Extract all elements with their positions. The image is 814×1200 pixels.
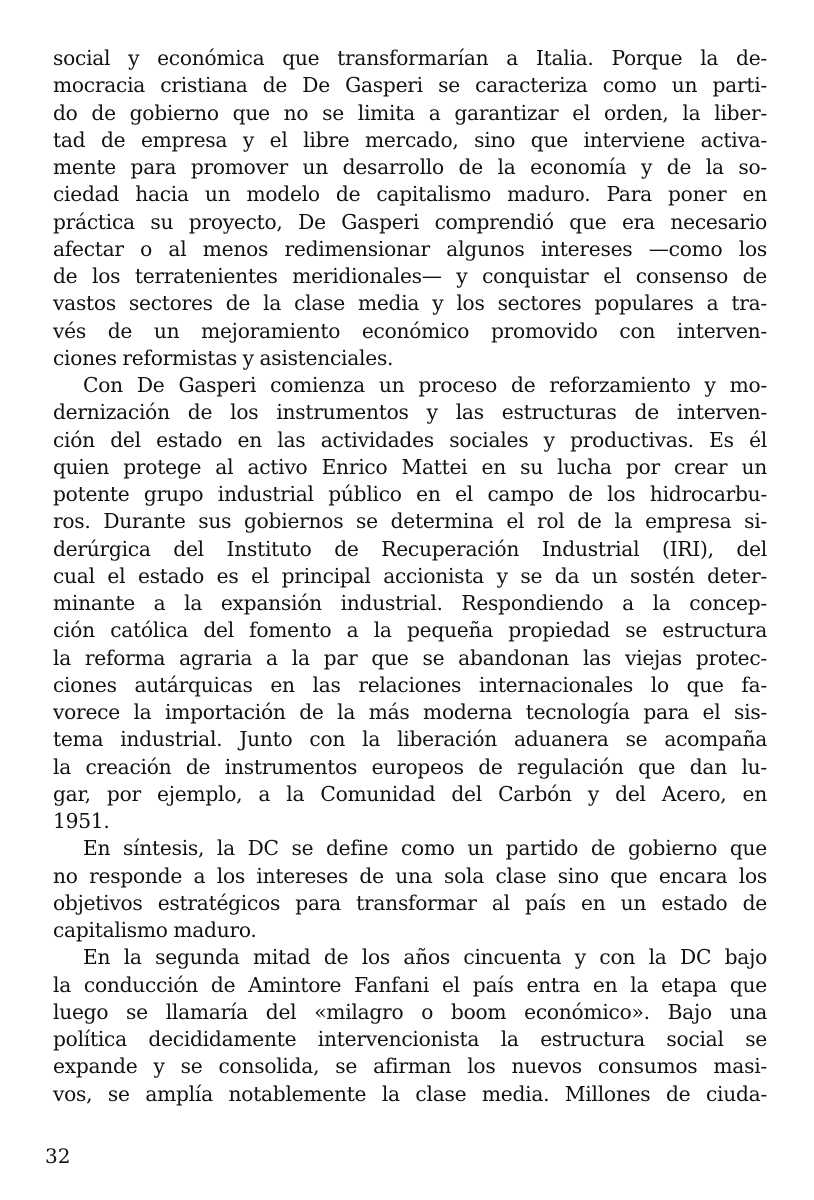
text-line: gar, por ejemplo, a la Comunidad del Carbón y del Acero, en [53, 781, 767, 806]
text-line: vastos sectores de la clase media y los sectores populares a tra- [53, 291, 767, 316]
text-line: afectar o al menos redimensionar algunos intereses —como los [53, 236, 767, 261]
text-line: la creación de instrumentos europeos de regulación que dan lu- [53, 754, 767, 779]
page-body [53, 45, 767, 1108]
paragraph-first-line: En síntesis, la DC se define como un partido de gobierno que [83, 836, 767, 861]
text-line: vorece la importación de la más moderna tecnología para el sis- [53, 700, 767, 724]
text-line: ción católica del fomento a la pequeña propiedad se estructura [53, 618, 767, 643]
text-line: ciones autárquicas en las relaciones internacionales lo que fa- [53, 672, 767, 697]
text-line: objetivos estratégicos para transformar al país en un estado de [53, 890, 767, 915]
text-line: la reforma agraria a la par que se abandonan las viejas protec- [53, 645, 767, 670]
paragraph-last-line: ciones reformistas y asistenciales. [53, 345, 394, 370]
text-line: mente para promover un desarrollo de la economía y de la so- [53, 155, 767, 179]
text-line: minante a la expansión industrial. Respondiendo a la concep- [53, 591, 767, 615]
text-line: ciedad hacia un modelo de capitalismo maduro. Para poner en [53, 182, 767, 207]
text-line: derúrgica del Instituto de Recuperación Industrial (IRI), del [53, 536, 767, 561]
text-line: do de gobierno que no se limita a garantizar el orden, la liber- [53, 100, 767, 125]
text-line: expande y se consolida, se afirman los nuevos consumos masi- [53, 1054, 767, 1079]
text-line: dernización de los instrumentos y las estructuras de interven- [53, 400, 767, 425]
text-line: política decididamente intervencionista la estructura social se [53, 1027, 767, 1051]
text-line: tad de empresa y el libre mercado, sino que interviene activa- [53, 127, 767, 152]
text-line: ción del estado en las actividades sociales y productivas. Es él [53, 427, 767, 452]
paragraph-last-line: 1951. [53, 809, 110, 833]
text-line: vos, se amplía notablemente la clase media. Millones de ciuda- [53, 1081, 767, 1106]
text-block [53, 45, 767, 1108]
text-line: luego se llamaría del «milagro o boom económico». Bajo una [53, 999, 767, 1024]
text-line: práctica su proyecto, De Gasperi comprendió que era necesario [53, 209, 767, 234]
text-line: no responde a los intereses de una sola clase sino que encara los [53, 863, 767, 888]
text-line: potente grupo industrial público en el campo de los hidrocarbu- [53, 482, 767, 506]
text-line: cual el estado es el principal accionista y se da un sostén deter- [53, 563, 767, 588]
text-line: de los terratenientes meridionales— y conquistar el consenso de [53, 264, 767, 288]
text-line: ros. Durante sus gobiernos se determina el rol de la empresa si- [53, 509, 767, 534]
paragraph-first-line: En la segunda mitad de los años cincuenta y con la DC bajo [83, 945, 767, 970]
text-line: tema industrial. Junto con la liberación aduanera se acompaña [53, 727, 767, 752]
text-line: mocracia cristiana de De Gasperi se caracteriza como un parti- [53, 73, 767, 98]
paragraph-first-line: Con De Gasperi comienza un proceso de reforzamiento y mo- [83, 373, 767, 397]
text-line: social y económica que transformarían a Italia. Porque la de- [53, 46, 767, 70]
page-number: 32 [45, 1144, 71, 1168]
text-line: quien protege al activo Enrico Mattei en su lucha por crear un [53, 454, 767, 479]
text-line: la conducción de Amintore Fanfani el país entra en la etapa que [53, 972, 767, 997]
text-line: vés de un mejoramiento económico promovido con interven- [53, 318, 767, 343]
paragraph-last-line: capitalismo maduro. [53, 918, 257, 942]
